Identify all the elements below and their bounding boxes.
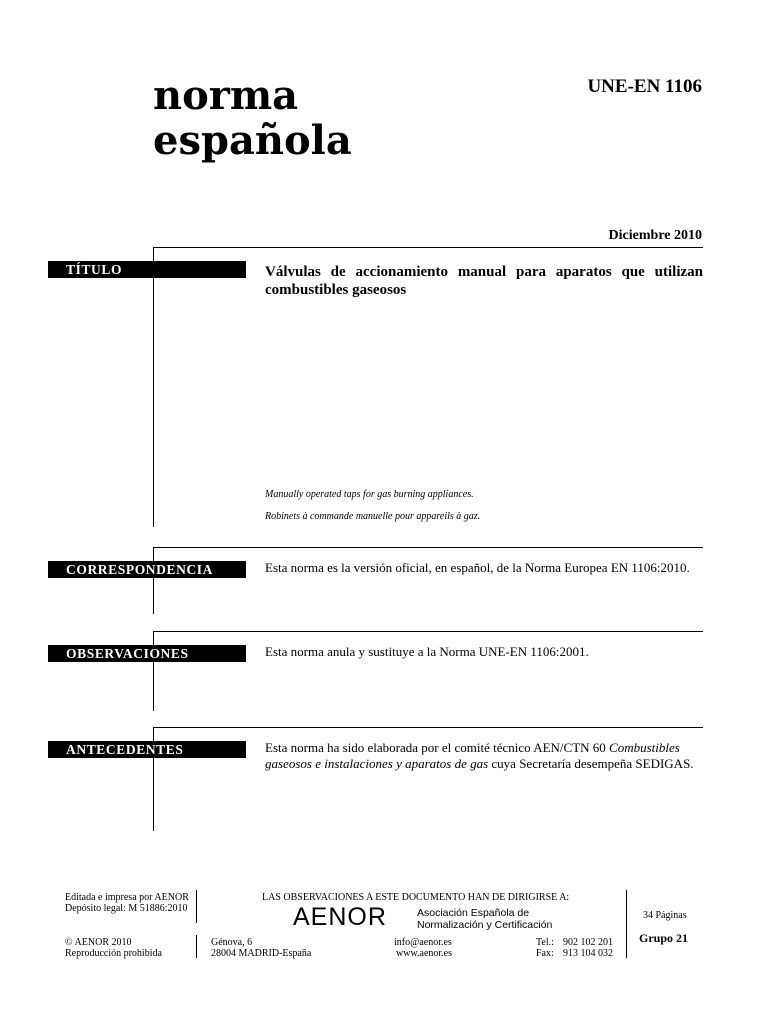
aenor-org-name: [417, 907, 552, 931]
section-divider-antecedentes: [153, 727, 703, 728]
footer-divider-right: [626, 890, 627, 958]
committee-name: Combustibles gaseosos e instalaciones y aparatos de gas: [265, 740, 680, 771]
section-divider-observaciones: [153, 631, 703, 632]
title-french: Robinets à commande manuelle pour appareils à gaz.: [265, 511, 481, 522]
footer-divider-left-lower: [196, 935, 197, 958]
footer-copyright: © AENOR 2010: [65, 937, 132, 948]
footer-reproduccion: Reproducción prohibida: [65, 948, 162, 959]
aenor-logo: AENOR: [293, 903, 387, 931]
antecedentes-text-part1: Esta norma ha sido elaborada por el comité técnico AEN/CTN 60: [265, 740, 610, 755]
title-english: Manually operated taps for gas burning appliances.: [265, 489, 474, 500]
observaciones-text: Esta norma anula y sustituye a la Norma UNE-EN 1106:2001.: [265, 644, 589, 659]
price-group: Grupo 21: [639, 931, 689, 945]
section-label-correspondencia: CORRESPONDENCIA: [48, 561, 246, 578]
fax-number: 913 104 032: [563, 948, 613, 959]
aenor-org-line1: Asociación Española de: [417, 907, 530, 919]
fax-label: Fax:: [536, 948, 554, 959]
section-divider-correspondencia: [153, 547, 703, 548]
section-vline-observaciones: [153, 631, 154, 711]
address-line2: 28004 MADRID-España: [211, 948, 312, 959]
section-label-antecedentes: ANTECEDENTES: [48, 741, 246, 758]
section-vline-correspondencia: [153, 547, 154, 614]
tel-label: Tel.:: [536, 937, 554, 948]
publication-date: Diciembre 2010: [608, 228, 702, 243]
antecedentes-text: [265, 740, 703, 772]
doc-type-line1: norma: [153, 72, 299, 119]
section-divider-titulo: [153, 247, 703, 248]
standard-code: UNE-EN 1106: [587, 76, 702, 97]
address-line1: Génova, 6: [211, 937, 253, 948]
antecedentes-text-part2: cuya Secretaría desempeña SEDIGAS.: [488, 756, 694, 771]
doc-type-line2: española: [153, 117, 352, 164]
contact-email: info@aenor.es: [394, 937, 452, 948]
standard-title: Válvulas de accionamiento manual para aparatos que utilizan combustibles gaseosos: [265, 264, 703, 298]
footer-divider-left: [196, 890, 197, 923]
section-vline-titulo: [153, 247, 154, 527]
section-label-titulo: TÍTULO: [48, 261, 246, 278]
correspondencia-text: Esta norma es la versión oficial, en español, de la Norma Europea EN 1106:2010.: [265, 560, 690, 575]
contact-web: www.aenor.es: [396, 948, 453, 959]
footer-deposito: Depósito legal: M 51886:2010: [65, 903, 188, 914]
section-label-observaciones: OBSERVACIONES: [48, 645, 246, 662]
tel-number: 902 102 201: [563, 937, 613, 948]
footer-edited: Editada e impresa por AENOR: [65, 892, 189, 903]
page-count: 34 Páginas: [643, 910, 687, 921]
footer-notice: LAS OBSERVACIONES A ESTE DOCUMENTO HAN DE DIRIGIRSE A:: [262, 892, 570, 903]
aenor-org-line2: Normalización y Certificación: [417, 919, 553, 931]
